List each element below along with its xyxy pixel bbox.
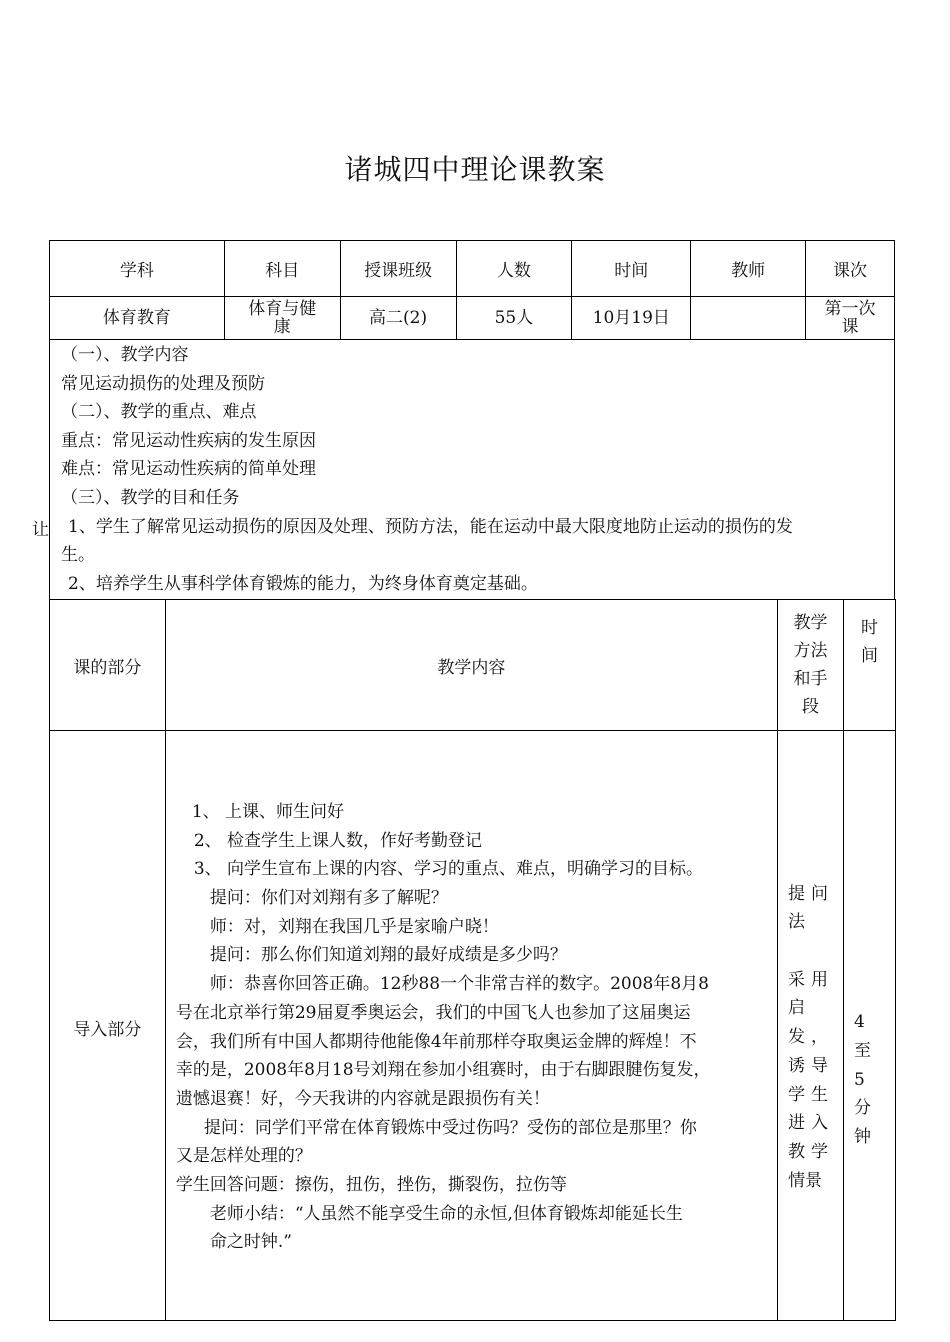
objective-heading-2: （二）、教学的重点、难点 (61, 402, 257, 423)
header-time: 时间 (572, 241, 691, 297)
part-name: 导入部分 (50, 731, 166, 1321)
objective-heading-1: （一）、教学内容 (61, 345, 189, 365)
intro-content (165, 731, 777, 1321)
value-session: 第一次课 (806, 297, 895, 340)
question-2: 提问：那么你们知道刘翔的最好成绩是多少吗？ (209, 945, 567, 966)
teacher-summary-line: 老师小结：“人虽然不能享受生命的永恒,但体育锻炼却能延长生 (209, 1203, 683, 1224)
objective-line: 生。 (61, 545, 95, 566)
question-1: 提问：你们对刘翔有多了解呢？ (209, 887, 448, 908)
header-count: 人数 (456, 241, 572, 297)
info-header-row (50, 241, 895, 297)
question-3-line: 又是怎样处理的？ (175, 1146, 312, 1167)
value-teacher (691, 297, 806, 340)
header-method: 教学 方法 和手 段 (778, 600, 844, 731)
header-subject: 学科 (50, 241, 225, 297)
answer-2-line: 号在北京举行第29届夏季奥运会，我们的中国飞人也参加了这届奥运 (175, 1002, 691, 1023)
teaching-objectives (49, 340, 895, 599)
header-session: 课次 (806, 241, 895, 297)
objective-line: 2、培养学生从事科学体育锻炼的能力，为终身体育奠定基础。 (68, 573, 538, 594)
intro-duration: 4 至 5 分 钟 (844, 731, 896, 1321)
value-class: 高二(2) (340, 297, 456, 340)
question-3-line: 提问：同学们平常在体育锻炼中受过伤吗？受伤的部位是那里？你 (203, 1117, 697, 1138)
header-course: 科目 (224, 241, 340, 297)
stray-character: 让 (32, 520, 49, 540)
answer-2-line: 会，我们所有中国人都期待他能像4年前那样夺取奥运金牌的辉煌！不 (175, 1031, 697, 1052)
document-title: 诸城四中理论课教案 (344, 153, 606, 186)
header-content: 教学内容 (165, 600, 777, 731)
answer-2-line: 师：恭喜你回答正确。12秒88一个非常吉祥的数字。2008年8月8 (209, 974, 709, 995)
step-2: 2、 检查学生上课人数，作好考勤登记 (193, 830, 483, 851)
lesson-header-row (50, 600, 896, 731)
objective-heading-3: （三）、教学的目和任务 (61, 487, 240, 508)
step-1: 1、 上课、师生问好 (191, 801, 345, 822)
teacher-summary-line: 命之时钟.” (209, 1232, 292, 1253)
intro-method: 提问 法 采用 启 发， 诱导 学生 进入 教学 情景 (778, 731, 844, 1321)
lesson-info-table (49, 240, 895, 340)
value-subject: 体育教育 (50, 297, 225, 340)
lesson-plan-table (49, 599, 896, 1321)
header-class: 授课班级 (340, 241, 456, 297)
answer-2-line: 遗憾退赛！好，今天我讲的内容就是跟损伤有关！ (175, 1088, 550, 1109)
objective-line: 常见运动损伤的处理及预防 (61, 373, 265, 394)
info-value-row (50, 297, 895, 340)
answer-2-line: 幸的是，2008年8月18号刘翔在参加小组赛时，由于右脚跟腱伤复发， (175, 1060, 711, 1081)
header-teacher: 教师 (691, 241, 806, 297)
lesson-row-intro (50, 731, 896, 1321)
step-3: 3、 向学生宣布上课的内容、学习的重点、难点，明确学习的目标。 (193, 859, 704, 880)
value-course: 体育与健康 (224, 297, 340, 340)
header-duration: 时 间 (844, 600, 896, 731)
value-count: 55人 (456, 297, 572, 340)
answer-1: 师：对，刘翔在我国几乎是家喻户晓！ (209, 916, 499, 937)
student-answer: 学生回答问题：擦伤，扭伤，挫伤，撕裂伤，拉伤等 (175, 1175, 567, 1196)
objective-line: 重点：常见运动性疾病的发生原因 (61, 430, 316, 451)
objective-line: 1、学生了解常见运动损伤的原因及处理、预防方法，能在运动中最大限度地防止运动的损伤的发 (68, 516, 793, 537)
objective-line: 难点：常见运动性疾病的简单处理 (61, 459, 316, 480)
value-time: 10月19日 (572, 297, 691, 340)
header-part: 课的部分 (50, 600, 166, 731)
